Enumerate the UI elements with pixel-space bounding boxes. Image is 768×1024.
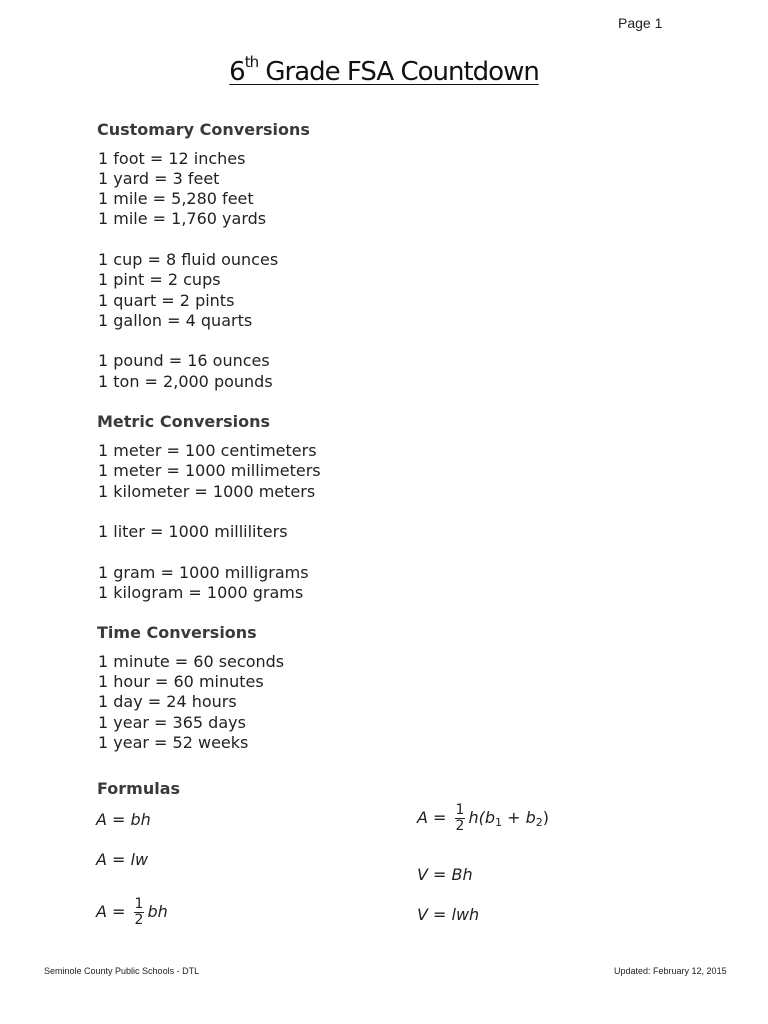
list-item: 1 yard = 3 feet <box>98 169 220 188</box>
list-item: 1 meter = 1000 millimeters <box>98 461 321 480</box>
formula-prism-volume-lwh: V = lwh <box>417 905 480 924</box>
time-heading: Time Conversions <box>97 623 257 642</box>
formula-triangle-area: A = $\frac{1}{2}$ bh <box>96 896 168 928</box>
footer-left: Seminole County Public Schools - DTL <box>44 966 200 976</box>
customary-heading: Customary Conversions <box>97 120 310 139</box>
list-item: 1 year = 52 weeks <box>98 733 249 752</box>
formula-rectangle-area-lw: A = lw <box>96 850 149 869</box>
footer-right: Updated: February 12, 2015 <box>614 966 727 976</box>
list-item: 1 mile = 1,760 yards <box>98 209 267 228</box>
list-item: 1 liter = 1000 milliliters <box>98 522 288 541</box>
list-item: 1 cup = 8 fluid ounces <box>98 250 279 269</box>
list-item: 1 meter = 100 centimeters <box>98 441 317 460</box>
list-item: 1 day = 24 hours <box>98 692 237 711</box>
list-item: 1 hour = 60 minutes <box>98 672 264 691</box>
list-item: 1 kilogram = 1000 grams <box>98 583 304 602</box>
list-item: 1 year = 365 days <box>98 713 246 732</box>
list-item: 1 minute = 60 seconds <box>98 652 285 671</box>
list-item: 1 pound = 16 ounces <box>98 351 270 370</box>
list-item: 1 pint = 2 cups <box>98 270 221 289</box>
formula-prism-volume-bh: V = Bh <box>417 865 473 884</box>
list-item: 1 mile = 5,280 feet <box>98 189 254 208</box>
formula-rectangle-area-bh: A = bh <box>96 810 151 829</box>
list-item: 1 foot = 12 inches <box>98 149 246 168</box>
page-number: Page 1 <box>618 15 663 31</box>
page-title: 6th Grade FSA Countdown <box>229 53 539 87</box>
list-item: 1 gram = 1000 milligrams <box>98 563 309 582</box>
metric-heading: Metric Conversions <box>97 412 271 431</box>
list-item: 1 ton = 2,000 pounds <box>98 372 273 391</box>
list-item: 1 quart = 2 pints <box>98 291 235 310</box>
list-item: 1 kilometer = 1000 meters <box>98 482 316 501</box>
formulas-heading: Formulas <box>97 779 181 798</box>
list-item: 1 gallon = 4 quarts <box>98 311 253 330</box>
formula-trapezoid-area: A = $\frac{1}{2}$ $h(b_1 + b_2)$ <box>417 802 549 834</box>
